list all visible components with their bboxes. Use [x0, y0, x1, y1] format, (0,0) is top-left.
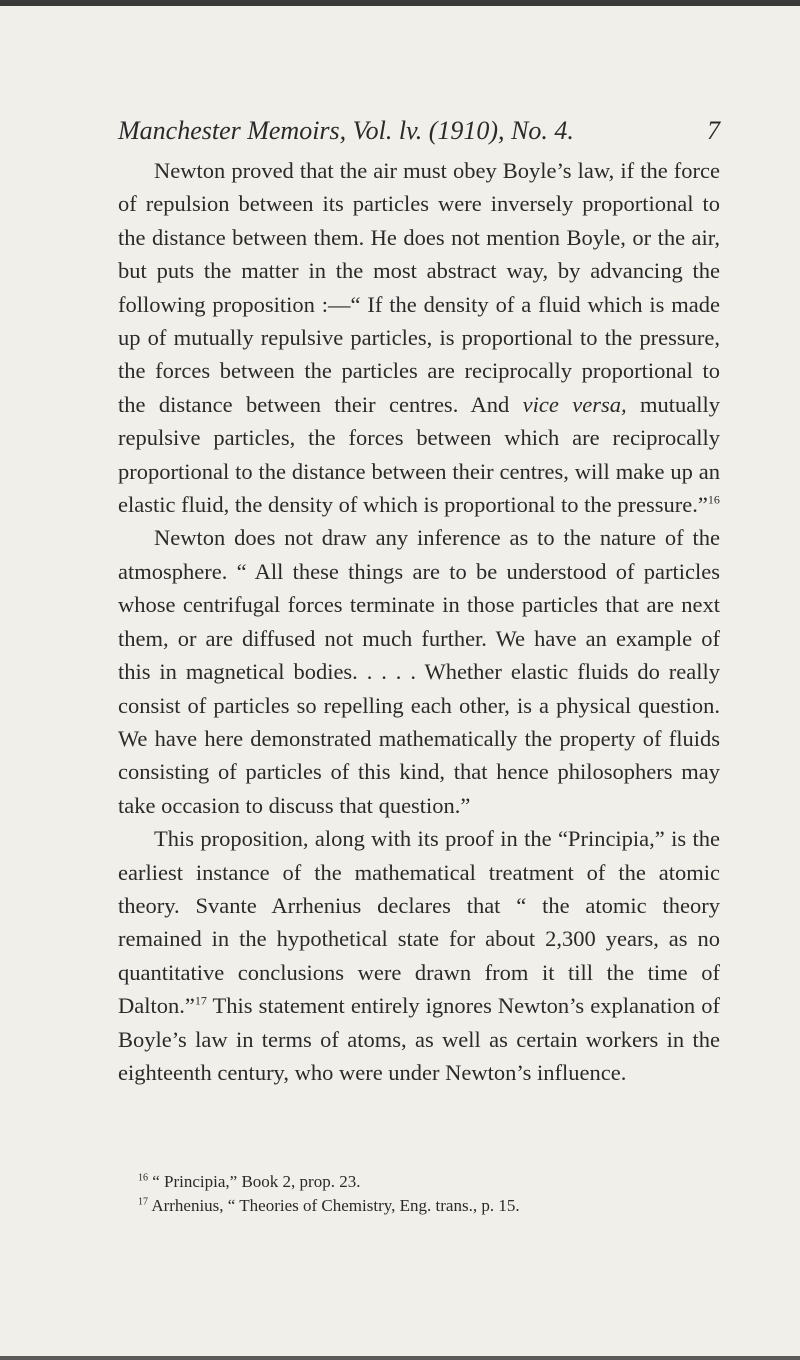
page-number: 7 — [707, 116, 720, 145]
italic-phrase: vice versa, — [522, 391, 627, 417]
paragraph-2: Newton does not draw any inference as to the nature of the atmosphere. “ All these things are to be understood of particles whose centrifugal forces terminate in those particles that are next them, or are diffused not much further. We have an example of this in magnetical bodies. . . . . Whether elastic fluids do really consist of particles so repelling each other, is a physical question. We have here demonstrated mathematically the property of fluids consisting of particles of this kind, that hence philosophers may take occasion to discuss that question.” — [118, 525, 720, 818]
paragraph-1: Newton proved that the air must obey Boyle’s law, if the force of repulsion between its particles were inversely proportional to the distance between them. He does not mention Boyle, or the air, but puts the matter in the most abstract way, by advancing the following proposition :—“ If the density of a fluid which is made up of mutually repulsive particles, is proportional to the pressure, the forces between the particles are reciprocally proportional to the distance between their centres. And vice versa, mutually repulsive particles, the forces between which are reciprocally proportional to the distance between their centres, will make up an elastic fluid, the density of which is proportional to the pressure.”$^{16}$ — [118, 158, 720, 518]
footnote-ref-16: 16 — [707, 492, 720, 507]
page-bottom-edge — [0, 1356, 800, 1360]
body-text — [118, 154, 720, 1089]
journal-title: Manchester Memoirs, Vol. lv. — [118, 116, 423, 145]
running-header — [118, 116, 720, 146]
journal-year: (1910), — [428, 116, 505, 145]
footnote-16: $^{16}$ “ Principia,” Book 2, prop. 23. — [138, 1172, 361, 1191]
page-top-edge — [0, 0, 800, 6]
paragraph-3: This proposition, along with its proof in the “Principia,” is the earliest instance of the mathematical treatment of the atomic theory. Svante Arrhenius declares that “ the atomic theory remained in the hypothetical state for about 2,300 years, as no quantitative conclusions were drawn from it till the time of Dalton.”$^{17}$ This statement entirely ignores Newton’s explanation of Boyle’s law in terms of atoms, as well as certain workers in the eighteenth century, who were under Newton’s influence. — [118, 826, 720, 1085]
footnote-ref-17: 17 — [194, 993, 207, 1008]
footnote-17: $^{17}$ Arrhenius, “ Theories of Chemistry, Eng. trans., p. 15. — [138, 1196, 520, 1215]
footnotes — [118, 1170, 720, 1218]
issue-number: No. 4. — [511, 116, 574, 145]
